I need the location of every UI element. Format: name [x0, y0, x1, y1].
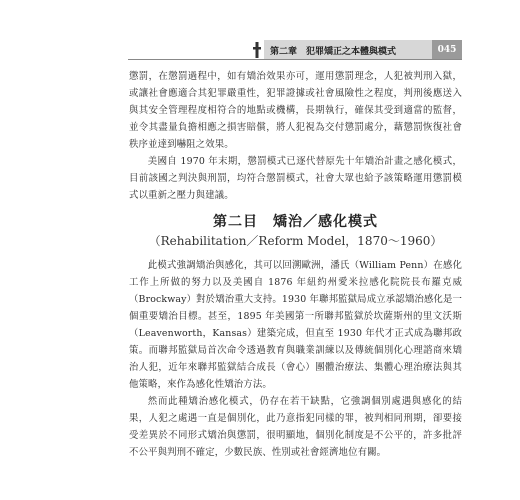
body-paragraph: 此模式強調矯治與感化，其可以回溯歐洲，潘氏（William Penn）在感化工作上所做的努力以及美國自 1876 年紐約州愛米拉感化院院長布羅克威（Brockway）對於矯治重大支持。1930 年聯邦監獄局成立承認矯治感化是一個重要矯治目標。甚至，1895 年美國第一所聯邦監獄於坎薩斯州的里文沃斯（Leavenworth，Kansas）建築完成，但直至 1930 年代才正式成為聯邦政策。而聯邦監獄局首次命令透過教育與職業訓練以及傳統個別化心理諮商來矯治人犯，近年來聯邦監獄結合成長（會心）團體治療法、集體心理治療法與其他策略，來作為感化性矯治方法。	[129, 260, 462, 390]
page-number: 045	[432, 40, 462, 60]
section-subtitle: （Rehabilitation／Reform Model，1870～1960）	[148, 234, 443, 248]
body-paragraph: 懲罰，在懲罰過程中，如有矯治效果亦可，運用懲罰理念，人犯被判刑入獄，或讓社會應適合其犯罪嚴重性，犯罪證據或社會風險性之程度，判刑後應送入與其安全管理程度相符合的地點或機構，長期執行，確保其受到適當的監督，並令其盡量負擔相應之損害賠償，將人犯視為交付懲罰處分，藉懲罰恢復社會秩序並達到嚇阻之效果。	[129, 71, 462, 150]
chapter-title: 第二章 犯罪矯正之本體與模式	[264, 40, 432, 60]
body-paragraph: 美國自 1970 年末期，懲罰模式已逐代替原先十年矯治計畫之感化模式，目前該國之判決與刑罰，均符合懲罰模式，社會大眾也給予該策略運用懲罰模式以重新之壓力與建議。	[129, 156, 462, 201]
section-title: 第二目 矯治／感化模式	[213, 214, 378, 230]
running-header	[250, 40, 462, 60]
body-paragraph: 然而此種矯治感化模式，仍存在若干缺點，它強調個別處遇與感化的結果，人犯之處遇一直是個別化，此乃意指犯同樣的罪，被判相同刑期，卻要接受差異於不同形式矯治與懲罰，很明顯地，個別化制度是不公平的，許多批評不公平與判刑不確定，少數民族、性別或社會經濟地位有關。	[129, 396, 462, 458]
page-body	[129, 68, 462, 461]
header-ornament-icon	[250, 40, 264, 60]
header-rule	[128, 59, 462, 60]
